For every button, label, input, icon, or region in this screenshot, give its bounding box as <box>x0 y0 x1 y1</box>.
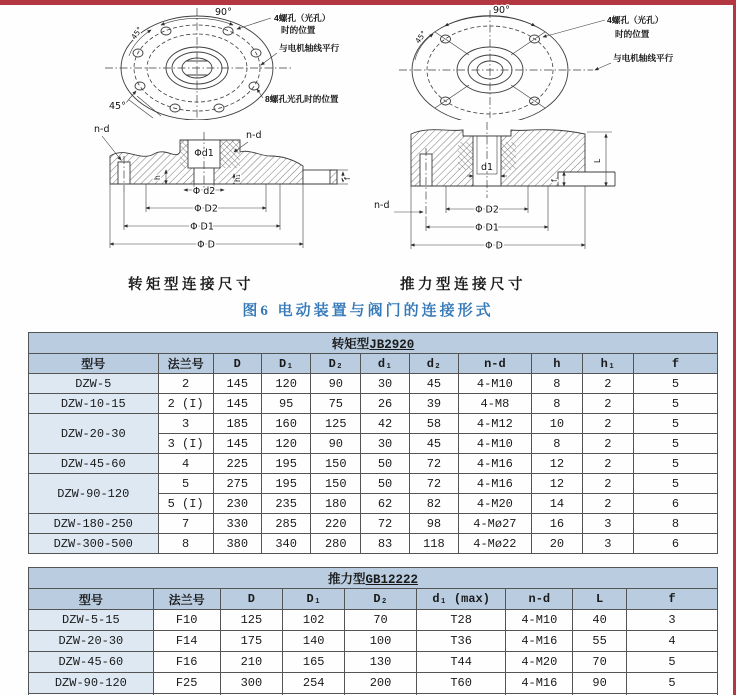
torque-table-wrapper <box>28 332 718 554</box>
data-cell: 200 <box>345 673 417 694</box>
data-cell: 8 <box>531 434 582 454</box>
dim-h1-label: h₁ <box>233 174 242 182</box>
angle-45-label: 45° <box>109 101 126 112</box>
data-cell: 75 <box>311 394 361 414</box>
leader-annotations <box>543 14 674 70</box>
column-header: D <box>213 354 261 374</box>
data-cell: 120 <box>261 434 311 454</box>
data-cell: 4-M12 <box>458 414 531 434</box>
data-cell: 220 <box>311 514 361 534</box>
data-cell: 4-Mø22 <box>458 534 531 554</box>
data-cell: T44 <box>416 652 506 673</box>
data-cell: 16 <box>531 514 582 534</box>
parallel-axis-label: 与电机轴线平行 <box>279 43 340 53</box>
data-cell: 102 <box>283 610 345 631</box>
data-cell: 90 <box>311 434 361 454</box>
model-cell: DZW-90-120 <box>29 673 154 694</box>
angle-45-small-label: 45° <box>413 29 429 46</box>
table-row <box>29 374 718 394</box>
dim-d2-label: Φ d2 <box>192 186 216 197</box>
data-cell: 150 <box>311 474 361 494</box>
data-cell: 275 <box>213 474 261 494</box>
data-cell: 225 <box>213 454 261 474</box>
column-header: D₁ <box>261 354 311 374</box>
data-cell: 4-M16 <box>458 474 531 494</box>
data-cell: 3 <box>582 514 633 534</box>
torque-flange-top-view-drawing <box>95 4 367 120</box>
thrust-drawing-caption: 推力型连接尺寸 <box>400 277 526 293</box>
data-cell: 12 <box>531 454 582 474</box>
dim-D2-label: Φ D2 <box>475 204 499 216</box>
data-cell: 4-M16 <box>506 673 573 694</box>
data-cell: 8 <box>158 534 213 554</box>
data-cell: 3 <box>158 414 213 434</box>
data-cell: 20 <box>531 534 582 554</box>
data-cell: 39 <box>409 394 458 414</box>
column-header: h <box>531 354 582 374</box>
data-cell: 70 <box>345 610 417 631</box>
nd-left-label: n-d <box>94 124 110 135</box>
angle-annotations <box>413 5 535 60</box>
section-body <box>411 122 615 218</box>
data-cell: 30 <box>361 374 410 394</box>
data-cell: 195 <box>261 474 311 494</box>
table-row <box>29 474 718 494</box>
four-holes-label-line1: 4螺孔（光孔） <box>274 13 331 23</box>
data-cell: 83 <box>361 534 410 554</box>
data-cell: 2 <box>582 454 633 474</box>
model-cell: DZW-20-30 <box>29 414 159 454</box>
data-cell: 100 <box>345 631 417 652</box>
table-row <box>29 394 718 414</box>
data-cell: 5 <box>633 374 717 394</box>
column-header: 法兰号 <box>158 354 213 374</box>
column-header: 型号 <box>29 354 159 374</box>
data-cell: T60 <box>416 673 506 694</box>
data-cell: 165 <box>283 652 345 673</box>
data-cell: 195 <box>261 454 311 474</box>
data-cell: 340 <box>261 534 311 554</box>
data-cell: 5 <box>633 434 717 454</box>
table-row <box>29 652 718 673</box>
data-cell: 2 <box>582 394 633 414</box>
thrust-flange-top-view-drawing <box>385 4 730 120</box>
data-cell: 235 <box>261 494 311 514</box>
data-cell: 254 <box>283 673 345 694</box>
data-cell: 4-M16 <box>506 631 573 652</box>
data-cell: 90 <box>311 374 361 394</box>
column-header: D <box>220 589 283 610</box>
data-cell: 150 <box>311 454 361 474</box>
dim-d1-label: Φd1 <box>194 148 214 159</box>
dim-D1-label: Φ D1 <box>190 221 214 233</box>
data-cell: 5 <box>626 673 717 694</box>
data-cell: 8 <box>633 514 717 534</box>
data-cell: 280 <box>311 534 361 554</box>
column-header: d₂ <box>409 354 458 374</box>
data-cell: 6 <box>633 494 717 514</box>
data-cell: 230 <box>213 494 261 514</box>
data-cell: 4-M8 <box>458 394 531 414</box>
dim-d1-label: d1 <box>480 162 494 173</box>
data-cell: 5 <box>633 394 717 414</box>
table-row <box>29 673 718 694</box>
angle-90-label: 90° <box>493 5 510 16</box>
data-cell: 2 <box>582 474 633 494</box>
column-header: d₁ (max) <box>416 589 506 610</box>
data-cell: 4-M10 <box>458 434 531 454</box>
data-cell: 4-M20 <box>506 652 573 673</box>
four-holes-label-line1: 4螺孔（光孔） <box>607 15 664 25</box>
data-cell: 3 <box>582 534 633 554</box>
model-cell: DZW-5 <box>29 374 159 394</box>
data-cell: 72 <box>409 454 458 474</box>
data-cell: 45 <box>409 374 458 394</box>
data-cell: 4-M10 <box>458 374 531 394</box>
data-cell: 118 <box>409 534 458 554</box>
data-cell: 58 <box>409 414 458 434</box>
data-cell: 5 <box>626 652 717 673</box>
model-cell: DZW-45-60 <box>29 652 154 673</box>
column-header: h₁ <box>582 354 633 374</box>
torque-section-drawing <box>88 116 398 274</box>
data-cell: 130 <box>345 652 417 673</box>
column-header: L <box>573 589 627 610</box>
data-cell: 72 <box>409 474 458 494</box>
flange-outline <box>399 10 593 120</box>
data-cell: 180 <box>311 494 361 514</box>
eight-holes-label: 8螺孔光孔时的位置 <box>265 94 339 104</box>
thrust-section-drawing <box>368 112 708 274</box>
data-cell: 145 <box>213 394 261 414</box>
data-cell: 4-M20 <box>458 494 531 514</box>
dim-D1-label: Φ D1 <box>475 222 499 234</box>
data-cell: 330 <box>213 514 261 534</box>
table-row <box>29 454 718 474</box>
column-header: D₁ <box>283 589 345 610</box>
model-cell: DZW-300-500 <box>29 534 159 554</box>
column-header: f <box>626 589 717 610</box>
table-title-prefix: 转矩型 <box>331 338 370 352</box>
dim-f-label: f <box>343 177 352 180</box>
table-row <box>29 631 718 652</box>
data-cell: 3 <box>626 610 717 631</box>
column-header: n-d <box>458 354 531 374</box>
column-header: f <box>633 354 717 374</box>
data-cell: 125 <box>311 414 361 434</box>
data-cell: 8 <box>531 374 582 394</box>
data-cell: 82 <box>409 494 458 514</box>
table-title-code: GB12222 <box>365 573 419 587</box>
data-cell: 2 <box>582 434 633 454</box>
data-cell: 50 <box>361 474 410 494</box>
table-title <box>29 568 718 589</box>
column-header: 型号 <box>29 589 154 610</box>
data-cell: 98 <box>409 514 458 534</box>
angle-90-label: 90° <box>215 7 232 18</box>
table-title <box>29 333 718 354</box>
model-cell: DZW-5-15 <box>29 610 154 631</box>
data-cell: 5 <box>158 474 213 494</box>
nd-right-label: n-d <box>246 130 262 141</box>
data-cell: T36 <box>416 631 506 652</box>
data-cell: 2 <box>582 494 633 514</box>
data-cell: 95 <box>261 394 311 414</box>
four-holes-label-line2: 时的位置 <box>281 25 316 35</box>
table-row <box>29 610 718 631</box>
data-cell: 4 <box>158 454 213 474</box>
data-cell: T28 <box>416 610 506 631</box>
data-cell: 5 (I) <box>158 494 213 514</box>
data-cell: 90 <box>573 673 627 694</box>
data-cell: 55 <box>573 631 627 652</box>
data-cell: 300 <box>220 673 283 694</box>
table-title-code: JB2920 <box>369 338 415 352</box>
data-cell: 14 <box>531 494 582 514</box>
data-cell: 30 <box>361 434 410 454</box>
data-cell: 380 <box>213 534 261 554</box>
data-cell: 140 <box>283 631 345 652</box>
data-cell: 285 <box>261 514 311 534</box>
data-cell: 10 <box>531 414 582 434</box>
dim-h-label: h <box>153 175 162 180</box>
data-cell: 4-Mø27 <box>458 514 531 534</box>
torque-type-table <box>28 332 718 554</box>
data-cell: 185 <box>213 414 261 434</box>
data-cell: F14 <box>153 631 220 652</box>
nd-label: n-d <box>374 200 390 211</box>
data-cell: 26 <box>361 394 410 414</box>
column-header: D₂ <box>311 354 361 374</box>
data-cell: 3 (I) <box>158 434 213 454</box>
dim-L-label: L <box>593 158 602 163</box>
data-cell: 160 <box>261 414 311 434</box>
model-cell: DZW-20-30 <box>29 631 154 652</box>
data-cell: 72 <box>361 514 410 534</box>
thrust-type-table <box>28 567 718 695</box>
data-cell: 125 <box>220 610 283 631</box>
data-cell: 5 <box>633 454 717 474</box>
data-cell: F16 <box>153 652 220 673</box>
angle-45-small-label: 45° <box>129 25 145 42</box>
data-cell: 145 <box>213 434 261 454</box>
data-cell: 7 <box>158 514 213 534</box>
parallel-axis-label: 与电机轴线平行 <box>613 53 674 63</box>
data-cell: 70 <box>573 652 627 673</box>
data-cell: 2 <box>582 414 633 434</box>
data-cell: 12 <box>531 474 582 494</box>
data-cell: 45 <box>409 434 458 454</box>
table-title-prefix: 推力型 <box>327 573 366 587</box>
data-cell: 42 <box>361 414 410 434</box>
dim-f-label: f <box>550 179 559 182</box>
data-cell: 175 <box>220 631 283 652</box>
data-cell: 4-M16 <box>458 454 531 474</box>
column-header: d₁ <box>361 354 410 374</box>
data-cell: 40 <box>573 610 627 631</box>
data-cell: 8 <box>531 394 582 414</box>
thrust-table-wrapper <box>28 567 718 695</box>
data-cell: 62 <box>361 494 410 514</box>
column-header: n-d <box>506 589 573 610</box>
data-cell: 2 <box>158 374 213 394</box>
model-cell: DZW-180-250 <box>29 514 159 534</box>
data-cell: 210 <box>220 652 283 673</box>
data-cell: 6 <box>633 534 717 554</box>
table-row <box>29 514 718 534</box>
figure-caption: 图6 电动装置与阀门的连接形式 <box>242 303 494 319</box>
data-cell: 2 <box>582 374 633 394</box>
data-cell: 5 <box>633 414 717 434</box>
four-holes-label-line2: 时的位置 <box>615 29 650 39</box>
model-cell: DZW-10-15 <box>29 394 159 414</box>
column-header: D₂ <box>345 589 417 610</box>
data-cell: 5 <box>633 474 717 494</box>
data-cell: 4 <box>626 631 717 652</box>
table-row <box>29 414 718 434</box>
data-cell: 50 <box>361 454 410 474</box>
column-header: 法兰号 <box>153 589 220 610</box>
data-cell: F10 <box>153 610 220 631</box>
dim-D-label: Φ D <box>197 239 215 251</box>
data-cell: F25 <box>153 673 220 694</box>
dim-D2-label: Φ D2 <box>194 203 218 215</box>
data-cell: 145 <box>213 374 261 394</box>
angle-annotations <box>109 7 233 118</box>
model-cell: DZW-90-120 <box>29 474 159 514</box>
dim-D-label: Φ D <box>485 240 503 252</box>
table-row <box>29 534 718 554</box>
data-cell: 2 (I) <box>158 394 213 414</box>
model-cell: DZW-45-60 <box>29 454 159 474</box>
data-cell: 4-M10 <box>506 610 573 631</box>
torque-drawing-caption: 转矩型连接尺寸 <box>128 277 254 293</box>
data-cell: 120 <box>261 374 311 394</box>
